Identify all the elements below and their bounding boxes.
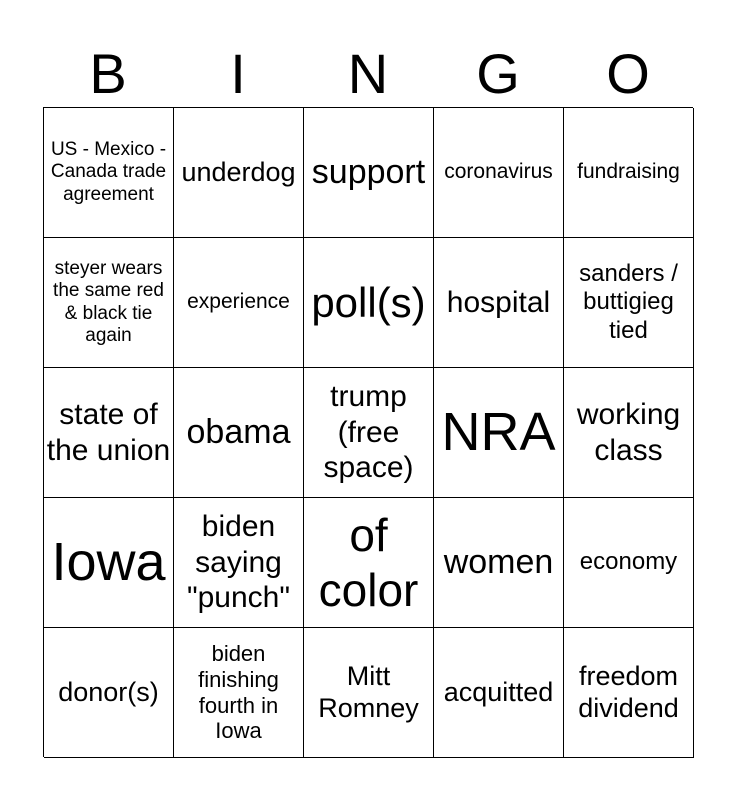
cell-text: Iowa bbox=[51, 531, 166, 592]
bingo-cell[interactable] bbox=[174, 498, 304, 628]
bingo-cell[interactable] bbox=[304, 238, 434, 368]
header-letter-g: G bbox=[476, 42, 520, 105]
bingo-cell[interactable] bbox=[174, 368, 304, 498]
bingo-cell[interactable] bbox=[564, 108, 694, 238]
bingo-cell[interactable] bbox=[304, 498, 434, 628]
bingo-cell[interactable] bbox=[304, 628, 434, 758]
cell-text: steyer wears the same red & black tie again bbox=[53, 257, 164, 346]
bingo-cell[interactable] bbox=[44, 238, 174, 368]
bingo-cell[interactable] bbox=[564, 498, 694, 628]
cell-text: acquitted bbox=[443, 676, 554, 707]
cell-text: of color bbox=[318, 509, 419, 616]
bingo-cell[interactable] bbox=[304, 108, 434, 238]
cell-text: underdog bbox=[181, 156, 296, 187]
cell-text: Mitt Romney bbox=[318, 660, 419, 723]
cell-text: experience bbox=[187, 290, 290, 314]
bingo-cell[interactable] bbox=[174, 628, 304, 758]
cell-text: poll(s) bbox=[311, 278, 426, 326]
bingo-cell[interactable] bbox=[44, 108, 174, 238]
bingo-cell[interactable] bbox=[434, 628, 564, 758]
bingo-cell[interactable] bbox=[434, 108, 564, 238]
bingo-cell[interactable] bbox=[44, 498, 174, 628]
bingo-cell[interactable] bbox=[564, 368, 694, 498]
bingo-cell[interactable] bbox=[564, 628, 694, 758]
cell-text: sanders / buttigieg tied bbox=[579, 260, 678, 344]
cell-text: hospital bbox=[446, 285, 551, 319]
cell-text: economy bbox=[579, 548, 678, 576]
header-letter-b: B bbox=[89, 42, 127, 105]
bingo-cell[interactable] bbox=[434, 498, 564, 628]
bingo-cell[interactable] bbox=[44, 368, 174, 498]
cell-text: US - Mexico - Canada trade agreement bbox=[50, 138, 167, 205]
cell-text: coronavirus bbox=[444, 160, 553, 184]
bingo-cell[interactable] bbox=[44, 628, 174, 758]
cell-text: obama bbox=[186, 413, 291, 452]
cell-text: fundraising bbox=[577, 160, 680, 184]
cell-text: biden finishing fourth in Iowa bbox=[198, 640, 279, 744]
cell-text: trump (free space) bbox=[323, 380, 414, 485]
cell-text: state of the union bbox=[46, 398, 171, 467]
header-letter-n: N bbox=[347, 42, 389, 105]
bingo-cell[interactable] bbox=[564, 238, 694, 368]
cell-text: donor(s) bbox=[58, 676, 159, 707]
cell-text: women bbox=[443, 543, 554, 582]
cell-text: biden saying "punch" bbox=[186, 510, 291, 615]
bingo-header bbox=[43, 40, 693, 108]
bingo-cell[interactable] bbox=[434, 238, 564, 368]
header-letter-i: I bbox=[230, 42, 246, 105]
bingo-card-grid bbox=[43, 107, 693, 757]
cell-text: working class bbox=[576, 398, 681, 467]
header-letter-o: O bbox=[606, 42, 650, 105]
free-space-cell[interactable] bbox=[304, 368, 434, 498]
bingo-cell[interactable] bbox=[434, 368, 564, 498]
cell-text: NRA bbox=[441, 401, 556, 462]
bingo-cell[interactable] bbox=[174, 108, 304, 238]
cell-text: freedom dividend bbox=[578, 660, 679, 723]
cell-text: support bbox=[311, 153, 426, 192]
bingo-cell[interactable] bbox=[174, 238, 304, 368]
